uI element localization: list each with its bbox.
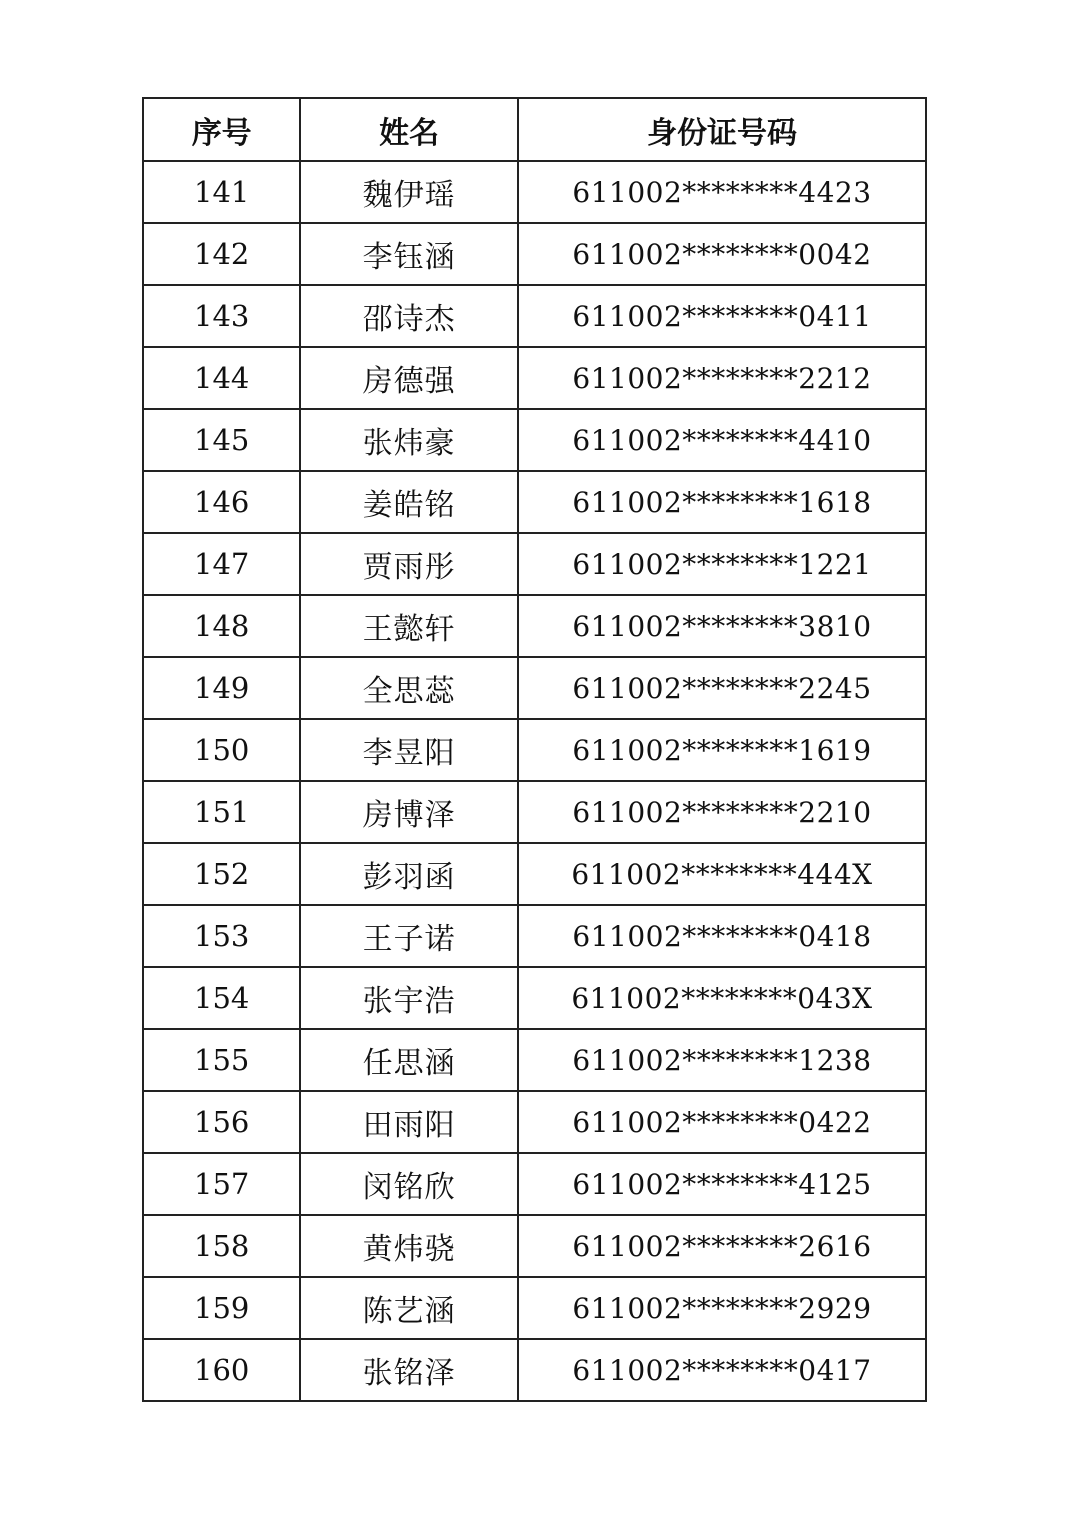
cell-serial-number: 152 bbox=[143, 843, 300, 905]
table-row bbox=[143, 1091, 926, 1153]
cell-id-number: 611002********0422 bbox=[518, 1091, 926, 1153]
table-row bbox=[143, 161, 926, 223]
cell-id-number: 611002********043X bbox=[518, 967, 926, 1029]
cell-id-number: 611002********4423 bbox=[518, 161, 926, 223]
table-row bbox=[143, 843, 926, 905]
cell-id-number: 611002********0042 bbox=[518, 223, 926, 285]
cell-serial-number: 159 bbox=[143, 1277, 300, 1339]
cell-serial-number: 144 bbox=[143, 347, 300, 409]
cell-serial-number: 149 bbox=[143, 657, 300, 719]
cell-id-number: 611002********1619 bbox=[518, 719, 926, 781]
table-row bbox=[143, 1215, 926, 1277]
cell-name: 彭羽函 bbox=[300, 843, 518, 905]
cell-id-number: 611002********4410 bbox=[518, 409, 926, 471]
table-row bbox=[143, 471, 926, 533]
table-row bbox=[143, 1277, 926, 1339]
table-row bbox=[143, 657, 926, 719]
cell-id-number: 611002********1221 bbox=[518, 533, 926, 595]
table-body bbox=[143, 161, 926, 1401]
cell-name: 魏伊瑶 bbox=[300, 161, 518, 223]
table-row bbox=[143, 1029, 926, 1091]
cell-name: 房博泽 bbox=[300, 781, 518, 843]
table-row bbox=[143, 1153, 926, 1215]
table-row bbox=[143, 719, 926, 781]
cell-id-number: 611002********1618 bbox=[518, 471, 926, 533]
cell-serial-number: 155 bbox=[143, 1029, 300, 1091]
header-row bbox=[143, 98, 926, 161]
cell-name: 李昱阳 bbox=[300, 719, 518, 781]
cell-name: 黄炜骁 bbox=[300, 1215, 518, 1277]
table-row bbox=[143, 223, 926, 285]
cell-id-number: 611002********3810 bbox=[518, 595, 926, 657]
cell-name: 陈艺涵 bbox=[300, 1277, 518, 1339]
cell-serial-number: 150 bbox=[143, 719, 300, 781]
cell-serial-number: 145 bbox=[143, 409, 300, 471]
cell-id-number: 611002********2210 bbox=[518, 781, 926, 843]
cell-serial-number: 148 bbox=[143, 595, 300, 657]
cell-serial-number: 147 bbox=[143, 533, 300, 595]
cell-serial-number: 143 bbox=[143, 285, 300, 347]
cell-id-number: 611002********0411 bbox=[518, 285, 926, 347]
cell-name: 王子诺 bbox=[300, 905, 518, 967]
cell-serial-number: 146 bbox=[143, 471, 300, 533]
cell-id-number: 611002********2212 bbox=[518, 347, 926, 409]
cell-id-number: 611002********4125 bbox=[518, 1153, 926, 1215]
cell-serial-number: 142 bbox=[143, 223, 300, 285]
table-header bbox=[143, 98, 926, 161]
roster-table bbox=[142, 97, 927, 1402]
cell-name: 闵铭欣 bbox=[300, 1153, 518, 1215]
cell-id-number: 611002********2929 bbox=[518, 1277, 926, 1339]
cell-name: 邵诗杰 bbox=[300, 285, 518, 347]
cell-name: 张炜豪 bbox=[300, 409, 518, 471]
cell-serial-number: 141 bbox=[143, 161, 300, 223]
table-row bbox=[143, 285, 926, 347]
header-serial-number: 序号 bbox=[143, 98, 300, 161]
cell-name: 田雨阳 bbox=[300, 1091, 518, 1153]
table-row bbox=[143, 1339, 926, 1401]
cell-name: 任思涵 bbox=[300, 1029, 518, 1091]
cell-name: 张宇浩 bbox=[300, 967, 518, 1029]
cell-serial-number: 160 bbox=[143, 1339, 300, 1401]
cell-id-number: 611002********444X bbox=[518, 843, 926, 905]
cell-name: 全思蕊 bbox=[300, 657, 518, 719]
table-row bbox=[143, 905, 926, 967]
cell-id-number: 611002********1238 bbox=[518, 1029, 926, 1091]
cell-serial-number: 156 bbox=[143, 1091, 300, 1153]
table-row bbox=[143, 595, 926, 657]
cell-name: 姜皓铭 bbox=[300, 471, 518, 533]
table-row bbox=[143, 781, 926, 843]
cell-name: 王懿轩 bbox=[300, 595, 518, 657]
cell-serial-number: 151 bbox=[143, 781, 300, 843]
cell-serial-number: 158 bbox=[143, 1215, 300, 1277]
table-row bbox=[143, 409, 926, 471]
cell-serial-number: 157 bbox=[143, 1153, 300, 1215]
cell-id-number: 611002********2616 bbox=[518, 1215, 926, 1277]
cell-id-number: 611002********2245 bbox=[518, 657, 926, 719]
cell-serial-number: 153 bbox=[143, 905, 300, 967]
cell-serial-number: 154 bbox=[143, 967, 300, 1029]
cell-name: 张铭泽 bbox=[300, 1339, 518, 1401]
cell-id-number: 611002********0418 bbox=[518, 905, 926, 967]
cell-name: 房德强 bbox=[300, 347, 518, 409]
header-id-number: 身份证号码 bbox=[518, 98, 926, 161]
table-row bbox=[143, 967, 926, 1029]
table-row bbox=[143, 347, 926, 409]
header-name: 姓名 bbox=[300, 98, 518, 161]
table-row bbox=[143, 533, 926, 595]
cell-id-number: 611002********0417 bbox=[518, 1339, 926, 1401]
cell-name: 贾雨彤 bbox=[300, 533, 518, 595]
cell-name: 李钰涵 bbox=[300, 223, 518, 285]
